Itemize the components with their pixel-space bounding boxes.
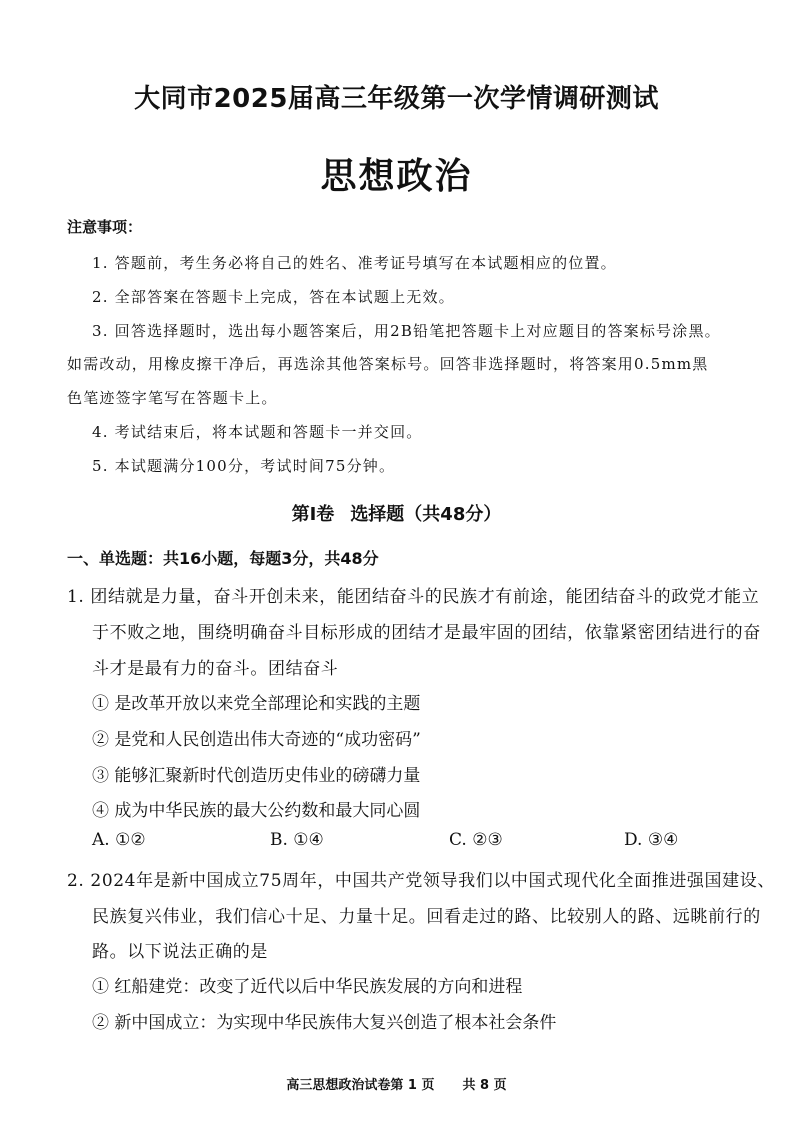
question-1-option-c: C. ②③: [449, 830, 503, 850]
footer-total: 共 8 页: [462, 1078, 507, 1093]
question-1-line: 于不败之地，围绕明确奋斗目标形成的团结才是最牢固的团结，依靠紧密团结进行的奋: [92, 623, 761, 643]
notice-line: 1. 答题前，考生务必将自己的姓名、准考证号填写在本试题相应的位置。: [92, 254, 617, 272]
notice-line: 4. 考试结束后，将本试题和答题卡一并交回。: [92, 423, 423, 441]
question-2-item: ② 新中国成立：为实现中华民族伟大复兴创造了根本社会条件: [92, 1013, 557, 1033]
notice-line: 色笔迹签字笔写在答题卡上。: [67, 389, 278, 407]
subject-title: 思想政治: [320, 156, 473, 197]
notice-line: 如需改动，用橡皮擦干净后，再选涂其他答案标号。回答非选择题时，将答案用0.5mm黑: [67, 355, 709, 373]
notice-line: 2. 全部答案在答题卡上完成，答在本试题上无效。: [92, 288, 455, 306]
question-1-line: 1. 团结就是力量，奋斗开创未来，能团结奋斗的民族才有前途，能团结奋斗的政党才能立: [67, 587, 760, 607]
question-1-option-d: D. ③④: [624, 830, 679, 850]
notice-heading: 注意事项：: [67, 218, 143, 236]
section-heading: [0, 500, 793, 526]
question-2-line: 2. 2024年是新中国成立75周年，中国共产党领导我们以中国式现代化全面推进强国建设、: [67, 871, 775, 891]
notice-line: 5. 本试题满分100分，考试时间75分钟。: [92, 457, 396, 475]
exam-title: 大同市2025届高三年级第一次学情调研测试: [134, 84, 659, 114]
section-volume: 第Ⅰ卷: [291, 504, 335, 525]
question-1-option-b: B. ①④: [270, 830, 324, 850]
page-footer: [0, 1074, 793, 1093]
question-1-option-a: A. ①②: [92, 830, 146, 850]
question-1-line: 斗才是最有力的奋斗。团结奋斗: [92, 659, 339, 679]
notice-line: 3. 回答选择题时，选出每小题答案后，用2B铅笔把答题卡上对应题目的答案标号涂黑。: [92, 322, 721, 340]
question-2-item: ① 红船建党：改变了近代以后中华民族发展的方向和进程: [92, 977, 523, 997]
question-1-item: ③ 能够汇聚新时代创造历史伟业的磅礴力量: [92, 766, 421, 786]
section-name: 选择题（共48分）: [350, 504, 502, 525]
question-2-line: 路。以下说法正确的是: [92, 942, 268, 962]
question-1-item: ② 是党和人民创造出伟大奇迹的“成功密码”: [92, 730, 421, 750]
question-1-item: ① 是改革开放以来党全部理论和实践的主题: [92, 694, 421, 714]
question-2-line: 民族复兴伟业，我们信心十足、力量十足。回看走过的路、比较别人的路、远眺前行的: [92, 907, 761, 927]
part-heading: 一、单选题：共16小题，每题3分，共48分: [67, 549, 379, 568]
question-1-item: ④ 成为中华民族的最大公约数和最大同心圆: [92, 801, 421, 821]
footer-page: 高三思想政治试卷第 1 页: [286, 1078, 435, 1093]
